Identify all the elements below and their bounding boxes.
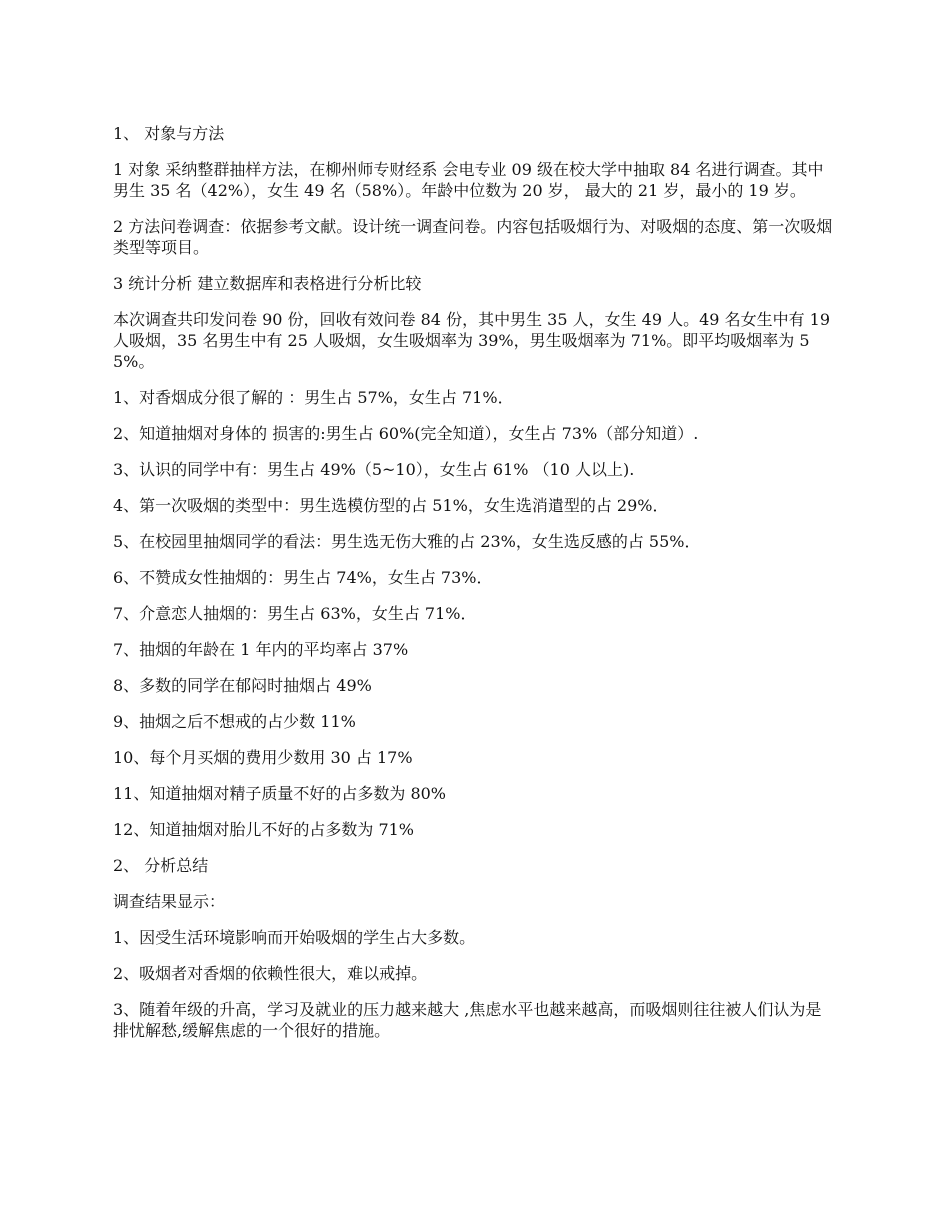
- paragraph-results-intro: 调查结果显示：: [113, 892, 226, 911]
- result-item: 5、在校园里抽烟同学的看法：男生选无伤大雅的占 23%，女生选反感的占 55%．: [113, 532, 701, 551]
- result-item: 1、对香烟成分很了解的 ：男生占 57%，女生占 71%．: [113, 388, 514, 407]
- paragraph-statistics: 3 统计分析 建立数据库和表格进行分析比较: [113, 274, 422, 293]
- result-item: 12、知道抽烟对胎儿不好的占多数为 71%: [113, 820, 415, 839]
- result-item: 9、抽烟之后不想戒的占少数 11%: [113, 712, 356, 731]
- result-item: 7、介意恋人抽烟的：男生占 63%，女生占 71%．: [113, 604, 477, 623]
- paragraph-survey-method: 2 方法问卷调查：依据参考文献。设计统一调查问卷。内容包括吸烟行为、对吸烟的态度、第一次吸烟类型等项目。: [113, 217, 833, 257]
- conclusion-item: 3、随着年级的升高，学习及就业的压力越来越大 ,焦虑水平也越来越高，而吸烟则往往被人们认为是排忧解愁,缓解焦虑的一个很好的措施。: [113, 1000, 822, 1040]
- section-heading-summary: 2、 分析总结: [113, 856, 209, 875]
- result-item: 11、知道抽烟对精子质量不好的占多数为 80%: [113, 784, 447, 803]
- result-item: 8、多数的同学在郁闷时抽烟占 49%: [113, 676, 372, 695]
- document-page: [113, 123, 835, 1056]
- conclusion-item: 2、吸烟者对香烟的依赖性很大，难以戒掉。: [113, 964, 428, 983]
- result-item: 2、知道抽烟对身体的 损害的:男生占 60%(完全知道），女生占 73%（部分知道）.: [113, 424, 699, 443]
- result-item: 4、第一次吸烟的类型中：男生选模仿型的占 51%，女生选消遣型的占 29%．: [113, 496, 669, 515]
- paragraph-subjects: 1 对象 采纳整群抽样方法，在柳州师专财经系 会电专业 09 级在校大学中抽取 84 名进行调查。其中男生 35 名（42%），女生 49 名（58%）。年龄中位数为 20 岁， 最大的 21 岁，最小的 19 岁。: [113, 160, 824, 200]
- conclusion-item: 1、因受生活环境影响而开始吸烟的学生占大多数。: [113, 928, 476, 947]
- result-item: 7、抽烟的年龄在 1 年内的平均率占 37%: [113, 640, 409, 659]
- section-heading-methods: 1、 对象与方法: [113, 124, 225, 143]
- result-item: 6、不赞成女性抽烟的：男生占 74%，女生占 73%．: [113, 568, 493, 587]
- result-item: 10、每个月买烟的费用少数用 30 占 17%: [113, 748, 413, 767]
- paragraph-survey-summary: 本次调查共印发问卷 90 份，回收有效问卷 84 份，其中男生 35 人，女生 49 人。49 名女生中有 19 人吸烟，35 名男生中有 25 人吸烟，女生吸烟率为 39%，男生吸烟率为 71%。即平均吸烟率为 55%。: [113, 310, 831, 371]
- result-item: 3、认识的同学中有：男生占 49%（5~10），女生占 61% （10 人以上).: [113, 460, 635, 479]
